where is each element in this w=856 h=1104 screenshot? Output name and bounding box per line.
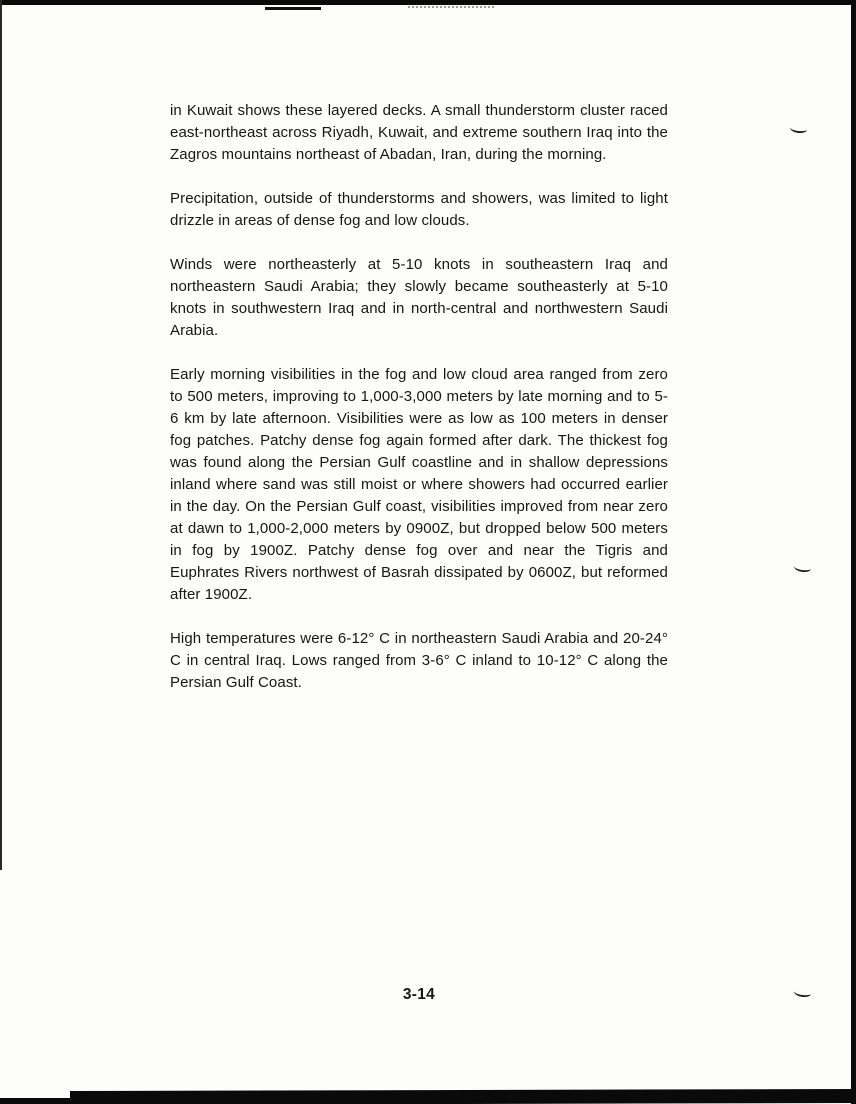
- scan-edge-top: [0, 0, 856, 5]
- paragraph: Winds were northeasterly at 5-10 knots in southeastern Iraq and northeastern Saudi Arabia; they slowly became southeasterly at 5-10 knots in southwestern Iraq and in north-central and northwestern Saudi Arabia.: [170, 256, 668, 339]
- faint-header-marks: [408, 6, 494, 8]
- scan-edge-right: [851, 0, 856, 1104]
- paragraph: High temperatures were 6-12° C in northeastern Saudi Arabia and 20-24° C in central Iraq. Lows ranged from 3-6° C inland to 10-12° C along the Persian Gulf Coast.: [170, 630, 668, 691]
- scan-edge-bottom-corner: [0, 1098, 80, 1104]
- page-number: 3-14: [402, 986, 436, 1003]
- pen-mark: [790, 123, 808, 133]
- paragraph: Early morning visibilities in the fog and low cloud area ranged from zero to 500 meters, improving to 1,000-3,000 meters by late morning and to 5-6 km by late afternoon. Visibilities were as low as 100 meters in denser fog patches. Patchy dense fog again formed after dark. The thickest fog was found along the Persian Gulf coastline and in shallow depressions inland where sand was still moist or where showers had occurred earlier in the day. On the Persian Gulf coast, visibilities improved from near zero at dawn to 1,000-2,000 meters by 0900Z, but dropped below 500 meters in fog by 1900Z. Patchy dense fog over and near the Tigris and Euphrates Rivers northwest of Basrah dissipated by 0600Z, but reformed after 1900Z.: [170, 366, 668, 603]
- scan-edge-left: [0, 0, 2, 870]
- header-rule-fragment: [265, 7, 321, 10]
- paragraph: Precipitation, outside of thunderstorms and showers, was limited to light drizzle in areas of dense fog and low clouds.: [170, 190, 668, 229]
- pen-mark: [794, 562, 812, 572]
- document-body: [170, 100, 668, 716]
- scan-edge-bottom: [70, 1089, 856, 1104]
- pen-mark: [794, 987, 812, 997]
- paragraph: in Kuwait shows these layered decks. A small thunderstorm cluster raced east-northeast across Riyadh, Kuwait, and extreme southern Iraq into the Zagros mountains northeast of Abadan, Iran, during the morning.: [170, 102, 668, 163]
